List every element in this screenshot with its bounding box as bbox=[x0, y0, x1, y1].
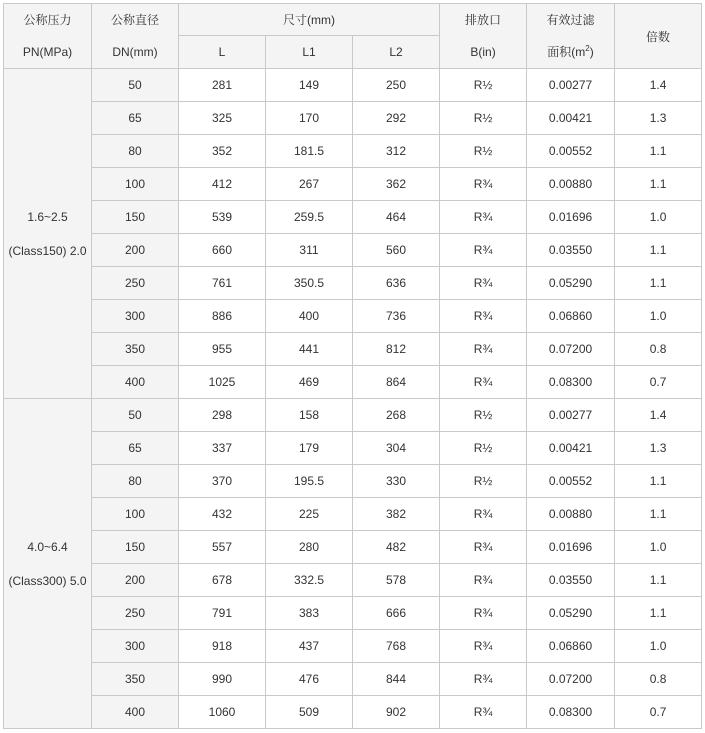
cell-L1: 259.5 bbox=[266, 201, 353, 234]
cell-dn: 80 bbox=[92, 135, 179, 168]
cell-L1: 476 bbox=[266, 663, 353, 696]
cell-ratio: 1.0 bbox=[615, 630, 702, 663]
cell-L2: 482 bbox=[353, 531, 440, 564]
cell-area: 0.05290 bbox=[527, 597, 615, 630]
cell-L: 298 bbox=[179, 399, 266, 432]
cell-L2: 330 bbox=[353, 465, 440, 498]
header-area-prefix: 面积(m bbox=[547, 45, 586, 59]
cell-area: 0.05290 bbox=[527, 267, 615, 300]
cell-dn: 400 bbox=[92, 366, 179, 399]
cell-drain: R½ bbox=[440, 135, 527, 168]
cell-dn: 150 bbox=[92, 201, 179, 234]
cell-L1: 509 bbox=[266, 696, 353, 729]
cell-dn: 300 bbox=[92, 630, 179, 663]
table-row bbox=[4, 102, 702, 135]
cell-L: 337 bbox=[179, 432, 266, 465]
table-row bbox=[4, 201, 702, 234]
cell-area: 0.06860 bbox=[527, 630, 615, 663]
cell-dn: 65 bbox=[92, 432, 179, 465]
table-row bbox=[4, 465, 702, 498]
cell-drain: R½ bbox=[440, 69, 527, 102]
cell-ratio: 1.1 bbox=[615, 168, 702, 201]
header-size-L1: L1 bbox=[266, 36, 353, 69]
cell-ratio: 1.0 bbox=[615, 300, 702, 333]
pn-group-line1: 4.0~6.4 bbox=[27, 539, 68, 554]
cell-drain: R¾ bbox=[440, 366, 527, 399]
cell-ratio: 1.4 bbox=[615, 69, 702, 102]
cell-drain: R½ bbox=[440, 102, 527, 135]
pn-group-cell bbox=[4, 69, 92, 399]
cell-dn: 65 bbox=[92, 102, 179, 135]
cell-drain: R¾ bbox=[440, 663, 527, 696]
cell-L1: 441 bbox=[266, 333, 353, 366]
header-dn bbox=[92, 4, 179, 69]
cell-area: 0.00552 bbox=[527, 135, 615, 168]
cell-dn: 50 bbox=[92, 399, 179, 432]
cell-L2: 362 bbox=[353, 168, 440, 201]
cell-ratio: 0.8 bbox=[615, 663, 702, 696]
cell-ratio: 1.1 bbox=[615, 498, 702, 531]
cell-L1: 149 bbox=[266, 69, 353, 102]
cell-L: 432 bbox=[179, 498, 266, 531]
spec-table bbox=[3, 3, 702, 729]
cell-area: 0.03550 bbox=[527, 234, 615, 267]
pn-group-line1: 1.6~2.5 bbox=[27, 209, 68, 224]
cell-L2: 864 bbox=[353, 366, 440, 399]
cell-L2: 902 bbox=[353, 696, 440, 729]
table-row bbox=[4, 300, 702, 333]
cell-ratio: 1.4 bbox=[615, 399, 702, 432]
cell-ratio: 1.3 bbox=[615, 432, 702, 465]
cell-drain: R¾ bbox=[440, 564, 527, 597]
table-body bbox=[4, 69, 702, 729]
cell-dn: 250 bbox=[92, 267, 179, 300]
cell-ratio: 1.0 bbox=[615, 531, 702, 564]
cell-dn: 200 bbox=[92, 564, 179, 597]
cell-L1: 179 bbox=[266, 432, 353, 465]
cell-drain: R¾ bbox=[440, 630, 527, 663]
cell-drain: R¾ bbox=[440, 201, 527, 234]
header-dn-line1: 公称直径 bbox=[110, 13, 159, 27]
table-row bbox=[4, 69, 702, 102]
cell-ratio: 1.1 bbox=[615, 267, 702, 300]
cell-dn: 100 bbox=[92, 168, 179, 201]
cell-L: 557 bbox=[179, 531, 266, 564]
cell-L: 281 bbox=[179, 69, 266, 102]
header-ratio: 倍数 bbox=[615, 4, 702, 69]
cell-L: 918 bbox=[179, 630, 266, 663]
header-pn-line1: 公称压力 bbox=[23, 13, 72, 27]
cell-L1: 181.5 bbox=[266, 135, 353, 168]
table-row bbox=[4, 498, 702, 531]
cell-L: 761 bbox=[179, 267, 266, 300]
cell-L2: 382 bbox=[353, 498, 440, 531]
cell-ratio: 0.7 bbox=[615, 696, 702, 729]
table-row bbox=[4, 630, 702, 663]
header-area bbox=[527, 4, 615, 69]
cell-dn: 100 bbox=[92, 498, 179, 531]
cell-L1: 350.5 bbox=[266, 267, 353, 300]
cell-dn: 300 bbox=[92, 300, 179, 333]
header-size-group: 尺寸(mm) bbox=[179, 4, 440, 36]
cell-area: 0.00552 bbox=[527, 465, 615, 498]
cell-L2: 464 bbox=[353, 201, 440, 234]
cell-L: 412 bbox=[179, 168, 266, 201]
cell-L: 325 bbox=[179, 102, 266, 135]
cell-ratio: 1.3 bbox=[615, 102, 702, 135]
cell-area: 0.07200 bbox=[527, 333, 615, 366]
header-size-L: L bbox=[179, 36, 266, 69]
cell-L2: 578 bbox=[353, 564, 440, 597]
cell-area: 0.01696 bbox=[527, 531, 615, 564]
cell-L: 990 bbox=[179, 663, 266, 696]
table-row bbox=[4, 366, 702, 399]
header-drain-line2: B(in) bbox=[470, 45, 496, 59]
cell-L: 791 bbox=[179, 597, 266, 630]
header-pn-line2: PN(MPa) bbox=[22, 45, 73, 59]
header-area-line2 bbox=[527, 36, 614, 68]
cell-drain: R½ bbox=[440, 399, 527, 432]
cell-L1: 469 bbox=[266, 366, 353, 399]
cell-area: 0.00421 bbox=[527, 102, 615, 135]
header-drain-line1: 排放口 bbox=[465, 13, 502, 27]
header-area-line1: 有效过滤 bbox=[546, 13, 595, 27]
cell-L2: 844 bbox=[353, 663, 440, 696]
cell-drain: R¾ bbox=[440, 234, 527, 267]
cell-drain: R½ bbox=[440, 465, 527, 498]
table-row bbox=[4, 399, 702, 432]
cell-dn: 250 bbox=[92, 597, 179, 630]
cell-area: 0.00880 bbox=[527, 168, 615, 201]
cell-L1: 332.5 bbox=[266, 564, 353, 597]
table-row bbox=[4, 432, 702, 465]
pn-group-line2: (Class150) 2.0 bbox=[8, 243, 87, 258]
cell-ratio: 1.1 bbox=[615, 597, 702, 630]
table-row bbox=[4, 168, 702, 201]
cell-L2: 560 bbox=[353, 234, 440, 267]
cell-ratio: 1.1 bbox=[615, 564, 702, 597]
cell-drain: R¾ bbox=[440, 267, 527, 300]
cell-L: 1025 bbox=[179, 366, 266, 399]
cell-dn: 150 bbox=[92, 531, 179, 564]
cell-L1: 383 bbox=[266, 597, 353, 630]
cell-L1: 170 bbox=[266, 102, 353, 135]
table-row bbox=[4, 333, 702, 366]
cell-ratio: 1.1 bbox=[615, 234, 702, 267]
cell-area: 0.03550 bbox=[527, 564, 615, 597]
table-row bbox=[4, 597, 702, 630]
table-row bbox=[4, 267, 702, 300]
cell-area: 0.08300 bbox=[527, 366, 615, 399]
cell-area: 0.01696 bbox=[527, 201, 615, 234]
cell-area: 0.00277 bbox=[527, 69, 615, 102]
table-row bbox=[4, 234, 702, 267]
cell-dn: 350 bbox=[92, 663, 179, 696]
cell-drain: R¾ bbox=[440, 498, 527, 531]
cell-dn: 80 bbox=[92, 465, 179, 498]
cell-drain: R¾ bbox=[440, 168, 527, 201]
table-row bbox=[4, 696, 702, 729]
cell-L2: 292 bbox=[353, 102, 440, 135]
cell-L1: 311 bbox=[266, 234, 353, 267]
cell-drain: R¾ bbox=[440, 333, 527, 366]
cell-L1: 158 bbox=[266, 399, 353, 432]
cell-L: 352 bbox=[179, 135, 266, 168]
cell-L2: 636 bbox=[353, 267, 440, 300]
cell-dn: 50 bbox=[92, 69, 179, 102]
cell-L: 539 bbox=[179, 201, 266, 234]
cell-L2: 304 bbox=[353, 432, 440, 465]
cell-L1: 225 bbox=[266, 498, 353, 531]
cell-drain: R¾ bbox=[440, 597, 527, 630]
cell-L2: 666 bbox=[353, 597, 440, 630]
cell-L1: 400 bbox=[266, 300, 353, 333]
cell-L2: 736 bbox=[353, 300, 440, 333]
cell-ratio: 1.1 bbox=[615, 465, 702, 498]
cell-L: 660 bbox=[179, 234, 266, 267]
table-row bbox=[4, 531, 702, 564]
cell-area: 0.00277 bbox=[527, 399, 615, 432]
cell-ratio: 1.0 bbox=[615, 201, 702, 234]
cell-drain: R¾ bbox=[440, 696, 527, 729]
cell-L: 370 bbox=[179, 465, 266, 498]
header-drain bbox=[440, 4, 527, 69]
cell-dn: 200 bbox=[92, 234, 179, 267]
cell-L: 886 bbox=[179, 300, 266, 333]
header-area-sup: 2 bbox=[585, 44, 590, 53]
cell-area: 0.07200 bbox=[527, 663, 615, 696]
header-size-L2: L2 bbox=[353, 36, 440, 69]
cell-dn: 400 bbox=[92, 696, 179, 729]
table-row bbox=[4, 663, 702, 696]
cell-area: 0.08300 bbox=[527, 696, 615, 729]
table-row bbox=[4, 135, 702, 168]
header-pn bbox=[4, 4, 92, 69]
cell-L: 955 bbox=[179, 333, 266, 366]
cell-drain: R½ bbox=[440, 432, 527, 465]
header-row-1 bbox=[4, 4, 702, 36]
table-row bbox=[4, 564, 702, 597]
cell-ratio: 0.8 bbox=[615, 333, 702, 366]
header-dn-line2: DN(mm) bbox=[112, 45, 158, 59]
cell-L1: 280 bbox=[266, 531, 353, 564]
cell-L2: 312 bbox=[353, 135, 440, 168]
cell-L: 1060 bbox=[179, 696, 266, 729]
cell-dn: 350 bbox=[92, 333, 179, 366]
cell-area: 0.00421 bbox=[527, 432, 615, 465]
cell-L2: 250 bbox=[353, 69, 440, 102]
cell-L2: 768 bbox=[353, 630, 440, 663]
cell-L1: 267 bbox=[266, 168, 353, 201]
cell-drain: R¾ bbox=[440, 300, 527, 333]
cell-ratio: 0.7 bbox=[615, 366, 702, 399]
cell-area: 0.06860 bbox=[527, 300, 615, 333]
pn-group-line2: (Class300) 5.0 bbox=[8, 573, 87, 588]
cell-L2: 268 bbox=[353, 399, 440, 432]
pn-group-cell bbox=[4, 399, 92, 729]
cell-area: 0.00880 bbox=[527, 498, 615, 531]
cell-ratio: 1.1 bbox=[615, 135, 702, 168]
header-area-suffix: ) bbox=[589, 45, 594, 59]
cell-L2: 812 bbox=[353, 333, 440, 366]
cell-drain: R¾ bbox=[440, 531, 527, 564]
cell-L1: 195.5 bbox=[266, 465, 353, 498]
cell-L1: 437 bbox=[266, 630, 353, 663]
cell-L: 678 bbox=[179, 564, 266, 597]
